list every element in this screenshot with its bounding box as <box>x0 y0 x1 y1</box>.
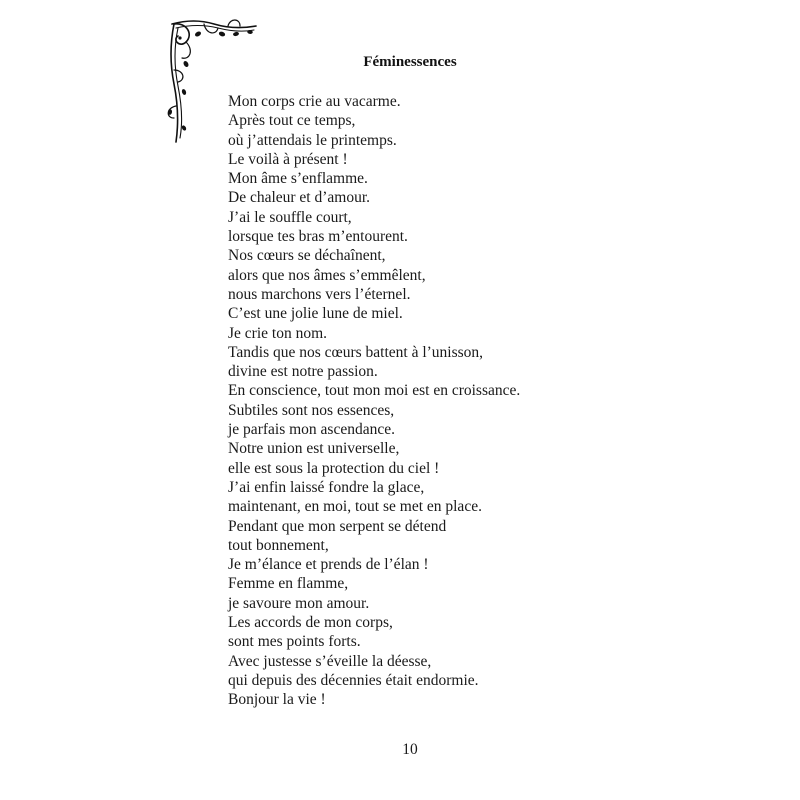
poem-body <box>228 92 520 710</box>
poem-line: C’est une jolie lune de miel. <box>228 305 403 323</box>
poem-line: De chaleur et d’amour. <box>228 189 371 207</box>
poem-line: Je crie ton nom. <box>228 324 328 342</box>
poem-line: Mon âme s’enflamme. <box>228 170 368 188</box>
poem-line: nous marchons vers l’éternel. <box>228 285 411 303</box>
poem-line: divine est notre passion. <box>228 363 378 381</box>
poem-line: Après tout ce temps, <box>228 112 356 130</box>
poem-line: Femme en flamme, <box>228 575 349 593</box>
poem-line: Tandis que nos cœurs battent à l’unisson, <box>228 343 484 361</box>
page-number: 10 <box>402 741 418 758</box>
poem-line: alors que nos âmes s’emmêlent, <box>228 266 426 284</box>
poem-line: où j’attendais le printemps. <box>228 131 397 149</box>
poem-line: Notre union est universelle, <box>228 440 400 458</box>
poem-line: Le voilà à présent ! <box>228 150 348 168</box>
poem-line: lorsque tes bras m’entourent. <box>228 228 408 246</box>
poem-line: Nos cœurs se déchaînent, <box>228 247 386 265</box>
poem-line: qui depuis des décennies était endormie. <box>228 671 479 689</box>
poem-line: je parfais mon ascendance. <box>228 421 395 439</box>
poem-line: maintenant, en moi, tout se met en place. <box>228 498 482 516</box>
poem-line: Avec justesse s’éveille la déesse, <box>228 652 432 670</box>
poem-line: je savoure mon amour. <box>228 594 370 612</box>
poem-line: J’ai enfin laissé fondre la glace, <box>228 478 425 496</box>
poem-line: Subtiles sont nos essences, <box>228 401 395 419</box>
poem-title: Féminessences <box>363 54 457 70</box>
poem-line: Mon corps crie au vacarme. <box>228 93 401 110</box>
poem-line: J’ai le souffle court, <box>228 208 352 226</box>
poem-line: tout bonnement, <box>228 536 329 554</box>
poem-line: Bonjour la vie ! <box>228 691 326 709</box>
poem-line: sont mes points forts. <box>228 633 361 651</box>
poem-line: Je m’élance et prends de l’élan ! <box>228 556 429 574</box>
poem-line: Pendant que mon serpent se détend <box>228 517 447 535</box>
poem-line: elle est sous la protection du ciel ! <box>228 459 440 477</box>
poem-line: En conscience, tout mon moi est en croissance. <box>228 382 521 400</box>
poem-line: Les accords de mon corps, <box>228 614 393 632</box>
